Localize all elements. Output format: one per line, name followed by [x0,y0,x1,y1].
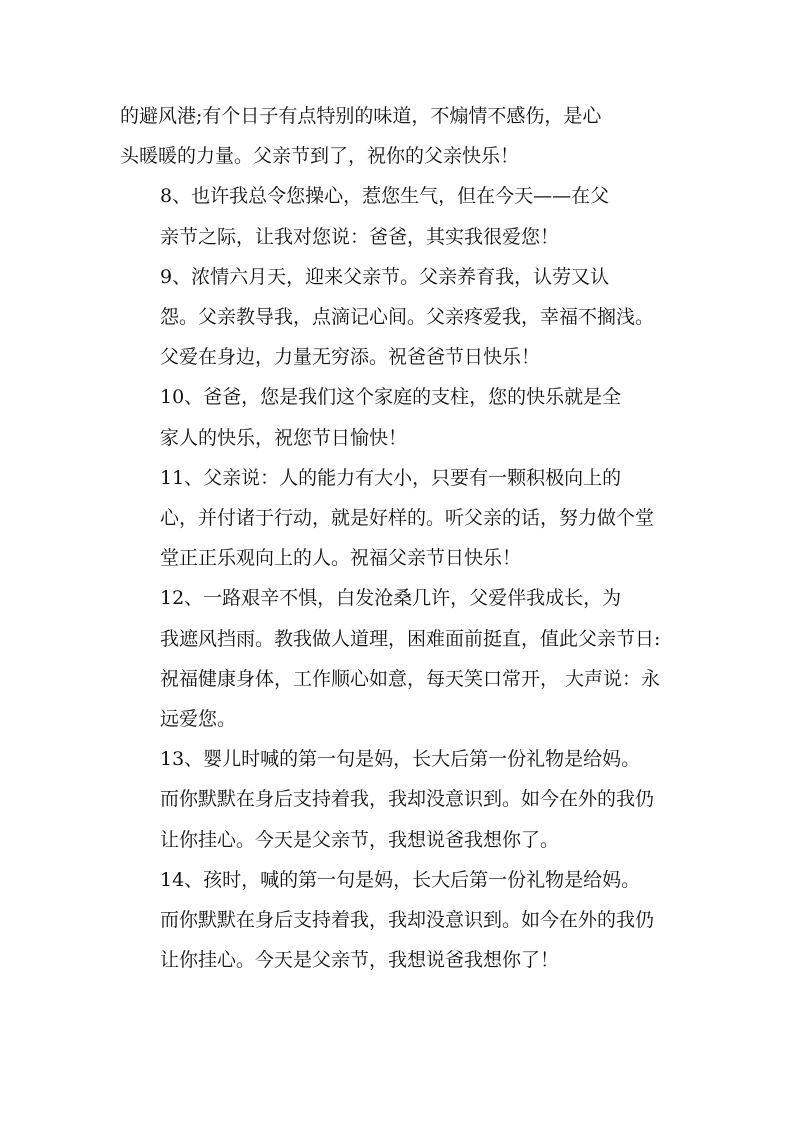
paragraph [120,578,680,739]
paragraph [120,860,680,981]
text-line: 的避风港;有个日子有点特别的味道，不煽情不感伤，是心 [120,105,602,127]
paragraph [120,739,680,860]
paragraph [120,176,680,256]
text-line: 而你默默在身后支持着我，我却没意识到。如今在外的我仍 [160,909,655,932]
text-line: 12、一路艰辛不惧，白发沧桑几许，父爱伴我成长，为 [160,587,622,610]
text-line: 14、孩时，喊的第一句是妈，长大后第一份礼物是给妈。 [160,868,641,891]
paragraph [120,257,680,378]
text-line: 而你默默在身后支持着我，我却没意识到。如今在外的我仍 [160,788,655,811]
text-line: 父爱在身边，力量无穷添。祝爸爸节日快乐！ [160,346,541,369]
text-line: 9、浓情六月天，迎来父亲节。父亲养育我，认劳又认 [160,265,610,288]
paragraph [120,458,680,579]
paragraph [120,96,680,176]
document-body [120,96,680,980]
text-line: 亲节之际，让我对您说：爸爸，其实我很爱您！ [160,225,560,248]
text-line: 远爱您。 [160,708,237,731]
text-line: 头暖暖的力量。父亲节到了，祝你的父亲快乐！ [120,145,520,168]
text-line: 让你挂心。今天是父亲节，我想说爸我想你了。 [160,828,560,851]
text-line: 家人的快乐，祝您节日愉快！ [160,426,408,449]
text-line: 13、婴儿时喊的第一句是妈，长大后第一份礼物是给妈。 [160,748,641,771]
text-line: 心，并付诸于行动，就是好样的。听父亲的话，努力做个堂 [160,507,655,530]
text-line: 11、父亲说：人的能力有大小，只要有一颗积极向上的 [160,466,622,489]
text-line: 怨。父亲教导我，点滴记心间。父亲疼爱我，幸福不搁浅。 [160,306,655,329]
text-line: 让你挂心。今天是父亲节，我想说爸我想你了！ [160,949,560,972]
text-line: 我遮风挡雨。教我做人道理，困难面前挺直，值此父亲节日: [160,627,661,650]
text-line: 堂正正乐观向上的人。祝福父亲节日快乐！ [160,547,522,570]
paragraph [120,377,680,457]
text-line: 10、爸爸，您是我们这个家庭的支柱，您的快乐就是全 [160,386,622,409]
text-line: 祝福健康身体，工作顺心如意，每天笑口常开， 大声说：永 [160,667,661,690]
text-line: 8、也许我总令您操心，惹您生气，但在今天——在父 [160,185,610,208]
